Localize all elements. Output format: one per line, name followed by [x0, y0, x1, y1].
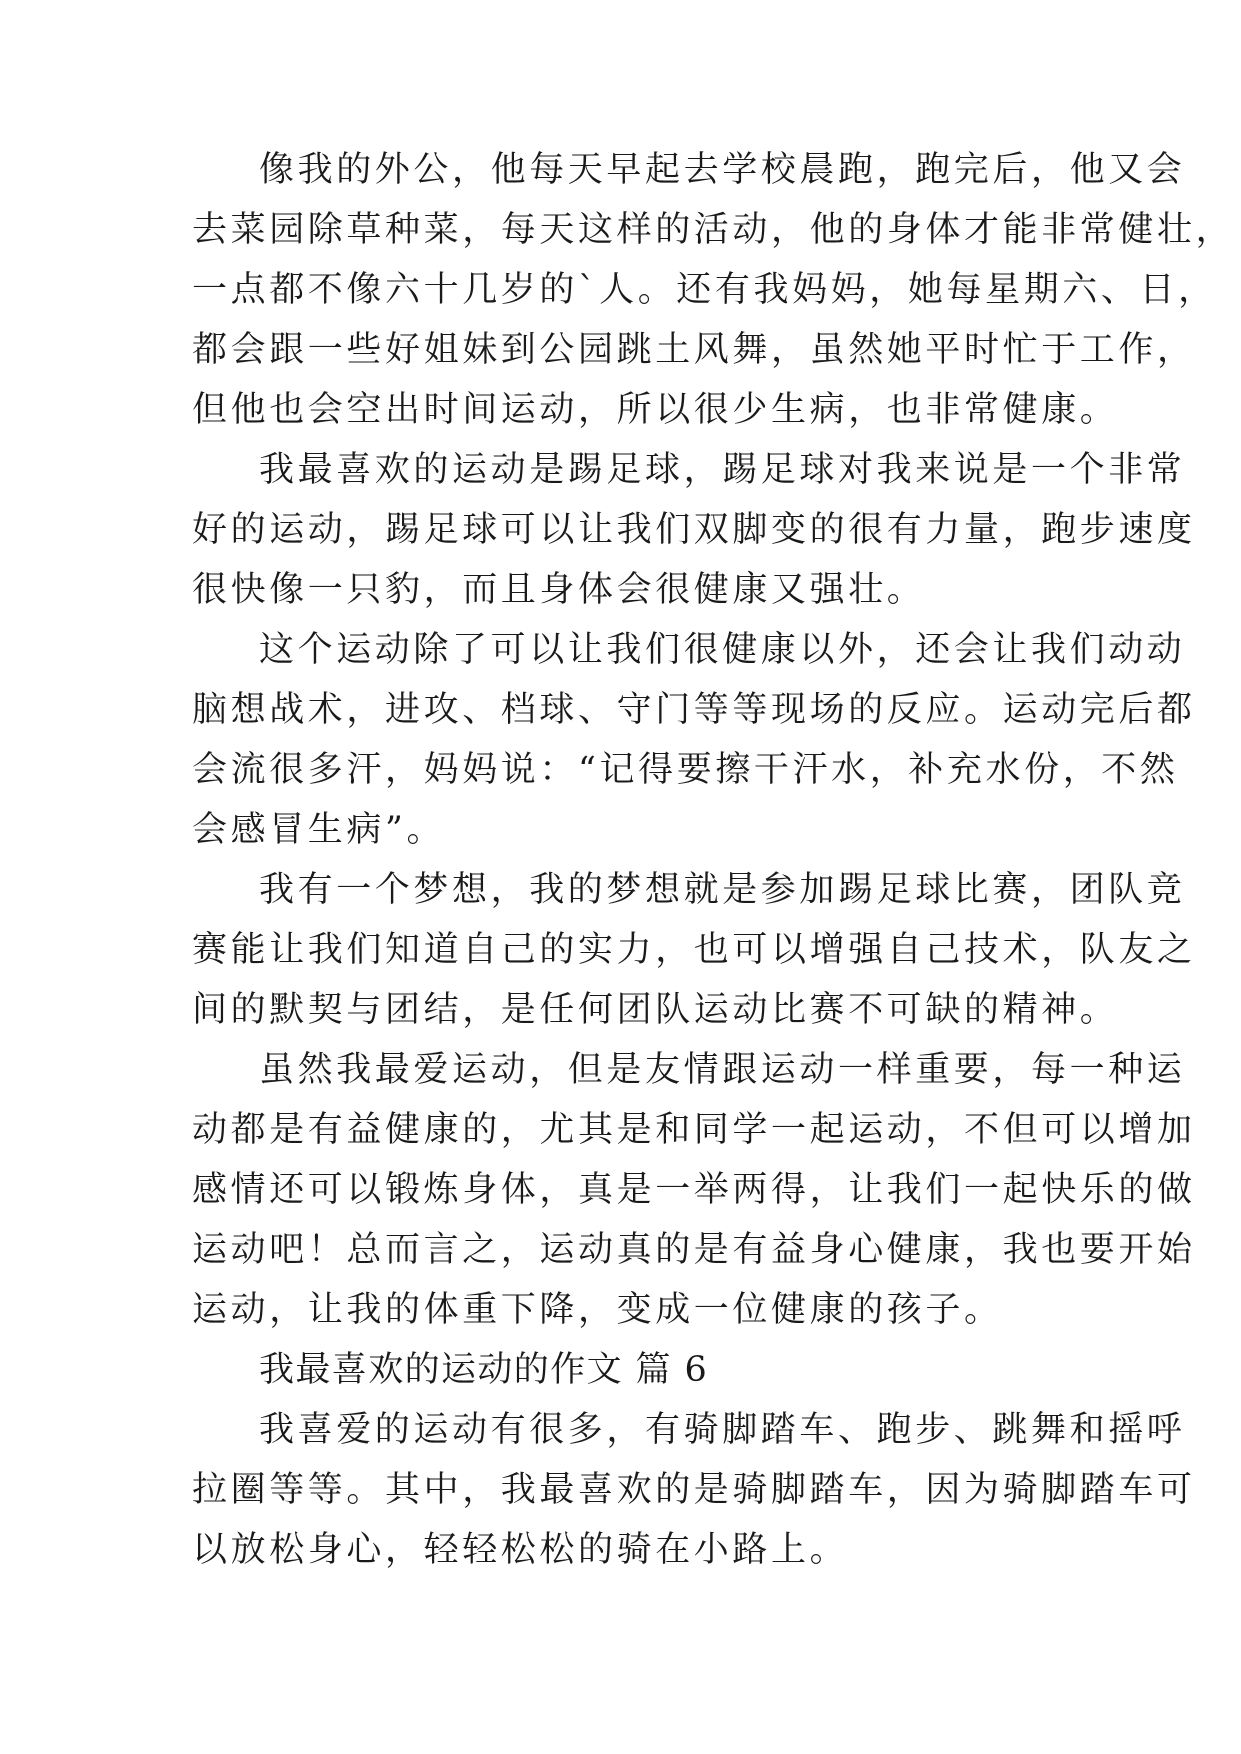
paragraph-line: 以放松身心，轻轻松松的骑在小路上。	[192, 1530, 849, 1570]
paragraph-line: 我最喜欢的运动是踢足球，踢足球对我来说是一个非常	[259, 450, 1186, 490]
paragraph-line: 运动吧！总而言之，运动真的是有益身心健康，我也要开始	[192, 1230, 1196, 1270]
section-heading: 我最喜欢的运动的作文 篇 6	[259, 1350, 709, 1390]
paragraph-line: 会流很多汗，妈妈说：“记得要擦干汗水，补充水份，不然	[192, 750, 1179, 790]
paragraph-line: 感情还可以锻炼身体，真是一举两得，让我们一起快乐的做	[192, 1170, 1196, 1210]
paragraph-line: 虽然我最爱运动，但是友情跟运动一样重要，每一种运	[259, 1050, 1186, 1090]
paragraph-line: 脑想战术，进攻、档球、守门等等现场的反应。运动完后都	[192, 690, 1196, 730]
paragraph-line: 拉圈等等。其中，我最喜欢的是骑脚踏车，因为骑脚踏车可	[192, 1470, 1196, 1510]
paragraph-line: 间的默契与团结，是任何团队运动比赛不可缺的精神。	[192, 990, 1119, 1030]
paragraph-line: 我喜爱的运动有很多，有骑脚踏车、跑步、跳舞和摇呼	[259, 1410, 1186, 1450]
paragraph-line: 一点都不像六十几岁的`人。还有我妈妈，她每星期六、日，	[192, 270, 1217, 310]
paragraph-line: 好的运动，踢足球可以让我们双脚变的很有力量，跑步速度	[192, 510, 1196, 550]
paragraph-line: 都会跟一些好姐妹到公园跳土风舞，虽然她平时忙于工作，	[192, 330, 1196, 370]
paragraph-line: 很快像一只豹，而且身体会很健康又强壮。	[192, 570, 926, 610]
paragraph-line: 动都是有益健康的，尤其是和同学一起运动，不但可以增加	[192, 1110, 1196, 1150]
paragraph-line: 去菜园除草种菜，每天这样的活动，他的身体才能非常健壮，	[192, 210, 1235, 250]
paragraph-line: 运动，让我的体重下降，变成一位健康的孩子。	[192, 1290, 1003, 1330]
paragraph-line: 像我的外公，他每天早起去学校晨跑，跑完后，他又会	[259, 150, 1186, 190]
paragraph-line: 赛能让我们知道自己的实力，也可以增强自己技术，队友之	[192, 930, 1196, 970]
paragraph-line: 会感冒生病”。	[192, 810, 446, 850]
paragraph-line: 我有一个梦想，我的梦想就是参加踢足球比赛，团队竞	[259, 870, 1186, 910]
paragraph-line: 这个运动除了可以让我们很健康以外，还会让我们动动	[259, 630, 1186, 670]
paragraph-line: 但他也会空出时间运动，所以很少生病，也非常健康。	[192, 390, 1119, 430]
